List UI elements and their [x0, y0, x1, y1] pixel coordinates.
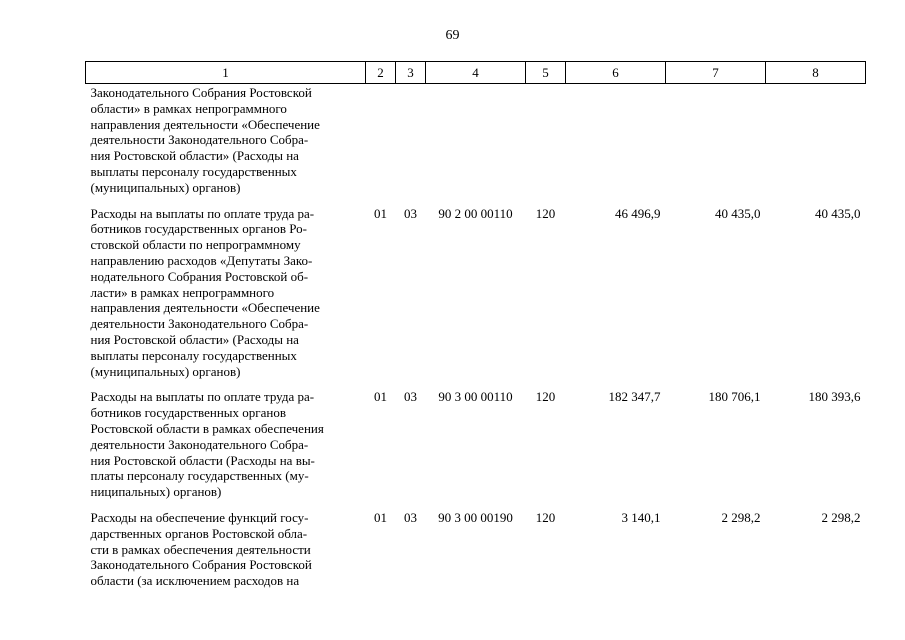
amount-col-6: 3 140,1	[621, 509, 661, 525]
desc-line: выплаты персоналу государственных	[90, 347, 297, 363]
desc-line: (муниципальных) органов)	[90, 363, 241, 379]
desc-line: ния Ростовской области» (Расходы на	[90, 331, 299, 347]
desc-line: выплаты персоналу государственных	[90, 163, 297, 179]
target-article-code: 90 2 00 00110	[438, 205, 513, 221]
desc-line: направлению расходов «Депутаты Зако-	[90, 252, 313, 268]
header-col-2: 2	[366, 62, 396, 84]
page-number: 69	[445, 28, 460, 43]
continuation-text	[86, 84, 366, 196]
amount-col-6: 46 496,9	[615, 205, 661, 221]
row-description	[86, 196, 366, 380]
desc-line: ботников государственных органов Ро-	[90, 221, 307, 237]
desc-line: направления деятельности «Обеспечение	[90, 116, 320, 132]
desc-line: (муниципальных) органов)	[90, 179, 241, 195]
amount-col-8: 40 435,0	[815, 205, 861, 221]
expense-type-code: 120	[535, 205, 556, 221]
amount-col-6: 182 347,7	[608, 389, 661, 405]
subsection-code: 03	[404, 389, 417, 405]
desc-line: деятельности Законодательного Собра-	[90, 316, 309, 332]
header-row	[86, 62, 866, 84]
desc-line: Законодательного Собрания Ростовской	[90, 85, 312, 100]
expense-type-code: 120	[535, 389, 556, 405]
desc-line: дарственных органов Ростовской обла-	[90, 525, 308, 541]
table-row	[86, 196, 866, 380]
desc-line: Расходы на выплаты по оплате труда ра-	[90, 205, 315, 221]
header-col-5: 5	[526, 62, 566, 84]
desc-line: деятельности Законодательного Собра-	[90, 436, 309, 452]
row-description	[86, 500, 366, 589]
table-row	[86, 379, 866, 500]
amount-col-8: 180 393,6	[808, 389, 861, 405]
amount-col-7: 2 298,2	[721, 509, 761, 525]
header-col-3: 3	[396, 62, 426, 84]
header-col-6: 6	[566, 62, 666, 84]
header-col-1: 1	[86, 62, 366, 84]
desc-line: области» в рамках непрограммного	[90, 100, 287, 116]
desc-line: Расходы на обеспечение функций госу-	[90, 509, 309, 525]
desc-line: Расходы на выплаты по оплате труда ра-	[90, 389, 315, 405]
header-col-4: 4	[426, 62, 526, 84]
section-code: 01	[374, 509, 387, 525]
amount-col-7: 180 706,1	[708, 389, 761, 405]
continuation-row	[86, 84, 866, 196]
desc-line: ботников государственных органов	[90, 405, 286, 421]
desc-line: направления деятельности «Обеспечение	[90, 300, 320, 316]
desc-line: Законодательного Собрания Ростовской	[90, 557, 312, 573]
amount-col-8: 2 298,2	[821, 509, 861, 525]
row-description	[86, 379, 366, 500]
desc-line: ния Ростовской области» (Расходы на	[90, 148, 299, 164]
desc-line: области (за исключением расходов на	[90, 573, 300, 589]
desc-line: ласти» в рамках непрограммного	[90, 284, 275, 300]
target-article-code: 90 3 00 00110	[438, 389, 513, 405]
desc-line: сти в рамках обеспечения деятельности	[90, 541, 311, 557]
table-row	[86, 500, 866, 589]
subsection-code: 03	[404, 509, 417, 525]
desc-line: ния Ростовской области (Расходы на вы-	[90, 452, 315, 468]
section-code: 01	[374, 389, 387, 405]
expense-type-code: 120	[535, 509, 556, 525]
desc-line: деятельности Законодательного Собра-	[90, 132, 309, 148]
desc-line: платы персоналу государственных (му-	[90, 468, 309, 484]
desc-line: нодательного Собрания Ростовской об-	[90, 268, 309, 284]
desc-line: ниципальных) органов)	[90, 484, 222, 500]
desc-line: Ростовской области в рамках обеспечения	[90, 420, 324, 436]
desc-line: стовской области по непрограммному	[90, 237, 301, 253]
target-article-code: 90 3 00 00190	[438, 509, 513, 525]
header-col-7: 7	[666, 62, 766, 84]
subsection-code: 03	[404, 205, 417, 221]
section-code: 01	[374, 205, 387, 221]
budget-table	[85, 61, 866, 589]
header-col-8: 8	[766, 62, 866, 84]
amount-col-7: 40 435,0	[715, 205, 761, 221]
